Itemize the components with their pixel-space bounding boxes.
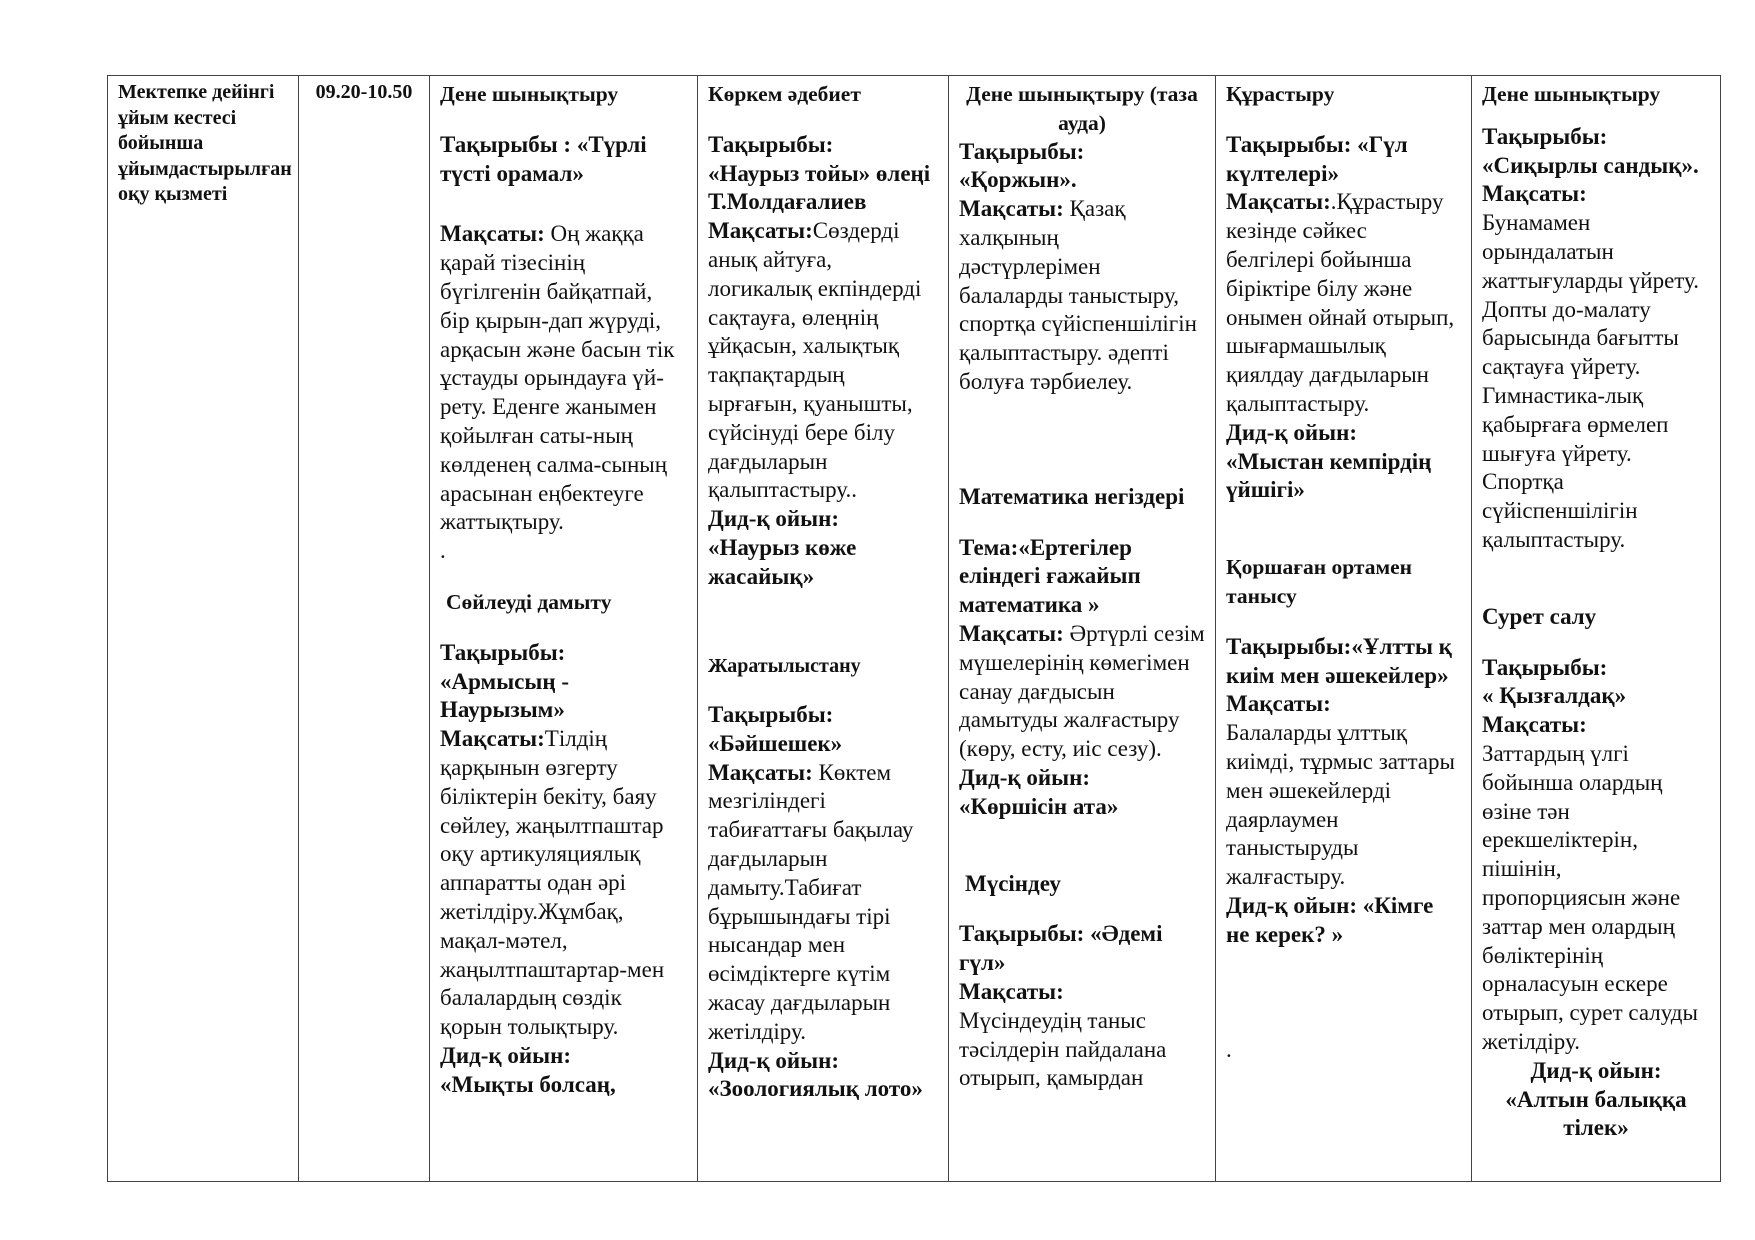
goal-label: Мақсаты:: [959, 196, 1064, 222]
game-value: «Мықты болсаң,: [440, 1071, 616, 1097]
goal-label: Мақсаты:: [959, 620, 1064, 646]
lesson-goal: [1226, 188, 1461, 418]
goal-label: Мақсаты:: [1482, 712, 1587, 738]
lesson-goal: [440, 725, 687, 1042]
game-label: Дид-қ ойын:: [440, 1042, 571, 1068]
goal-label: Мақсаты:: [440, 221, 545, 247]
lesson-goal: [708, 759, 938, 1047]
goal-label: Мақсаты:: [708, 218, 813, 244]
lesson-title: Сөйлеуді дамыту: [446, 589, 612, 614]
day-cell-5: [1472, 76, 1721, 1182]
lesson-title: Дене шынықтыру (таза ауда): [966, 82, 1198, 135]
time-cell: [299, 76, 430, 1182]
game-value: «Наурыз көже жасайық»: [708, 534, 857, 589]
table-row: [108, 76, 1721, 1182]
goal-text: Тілдің қарқынын өзгерту біліктерін бекіту, баяу сөйлеу, жаңылтпаштар оқу артикуляциялық аппаратты одан әрі жетілдіру.Жұмбақ, мақал-мәтел, жаңылтпаштартар-мен балалардың сөздік қорын толықтыру.: [440, 726, 665, 1040]
game-label: Дид-қ ойын:: [1530, 1057, 1662, 1083]
goal-text: Көктем мезгіліндегі табиғаттағы бақылау дағдыларын дамыту.Табиғат бұрышындағы тірі нысандар мен өсімдіктерге күтім жасау дағдыларын жетілдіру.: [708, 759, 914, 1044]
goal-label: Мақсаты:: [959, 978, 1064, 1004]
topic-label: Тақырыбы: [1226, 131, 1344, 157]
goal-label: Мақсаты:: [1226, 691, 1331, 717]
lesson-topic: Тақырыбы: «Әдемі гүл»: [959, 921, 1163, 976]
goal-text: Қазақ халқының дәстүрлерімен балаларды таныстыру, спортқа сүйіспеншілігін қалыптастыру. әдепті болуға тәрбиелеу.: [959, 196, 1197, 394]
topic-value: «Бәйшешек»: [708, 730, 843, 756]
game-label: Дид-қ ойын:: [708, 1047, 839, 1073]
goal-label: Мақсаты:: [1226, 189, 1331, 215]
lesson-title: Көркем әдебиет: [708, 82, 861, 106]
goal-text: .Құрастыру кезінде сәйкес белгілері бойынша біріктіре білу және онымен ойнай отырып, шығармашылық қиялдау дағдыларын қалыптастыру.: [1226, 189, 1455, 416]
goal-text: Заттардың үлгі бойынша олардың өзіне тән ерекшеліктерін, пішінін, пропорциясын және заттар мен олардың бөліктерінің орналасуын ескере отырып, сурет салуды жетілдіру.: [1482, 740, 1698, 1054]
goal-label: Мақсаты:: [708, 759, 813, 785]
goal-label: Мақсаты:: [1482, 181, 1587, 207]
topic-label: Тақырыбы:: [708, 131, 834, 157]
topic-value: « Қызғалдақ»: [1482, 683, 1627, 709]
goal-label: Мақсаты:: [440, 726, 545, 752]
goal-text: Оң жаққа қарай тізесінің бүгілгенін байқатпай, бір қырын-дап жүруді, арқасын және басын тік ұстауды орындауға үй-рету. Еденге жанымен қойылған саты-ның көлденең салма-сының арасынан еңбектеуге жаттықтыру.: [440, 221, 675, 535]
topic-value: «Сиқырлы сандық».: [1482, 152, 1699, 178]
dot-mark: .: [440, 538, 446, 564]
topic-label: Тақырыбы:: [1482, 123, 1608, 149]
lesson-title: Мүсіндеу: [965, 870, 1061, 896]
day-cell-3: [949, 76, 1216, 1182]
game-label: Дид-қ ойын:: [959, 764, 1090, 790]
lesson-goal: [959, 195, 1205, 397]
lesson-title: Қоршаған ортамен танысу: [1226, 555, 1413, 608]
day-cell-1: [430, 76, 698, 1182]
game-value: «Зоологиялық лото»: [708, 1076, 923, 1102]
lesson-title: Дене шынықтыру: [1482, 82, 1661, 106]
topic-value: «Наурыз тойы» өлеңі Т.Молдағалиев: [708, 160, 931, 215]
game-value: «Мыстан кемпірдің үйшігі»: [1226, 448, 1432, 503]
lesson-title: Жаратылыстану: [708, 654, 861, 677]
activity-type-cell: [108, 76, 299, 1182]
game-label: Дид-қ ойын:: [1226, 419, 1357, 445]
goal-text: Сөздерді анық айтуға, логикалық екпіндерді сақтауға, өлеңнің ұйқасын, халықтық тақпақтардың ырғағын, қуанышты, сүйсінуді бере білу дағдыларын қалыптастыру..: [708, 218, 922, 503]
game-label: Дид-қ ойын:: [708, 506, 839, 532]
topic-label: Тақырыбы:: [1482, 654, 1608, 680]
weekly-plan-table: [107, 75, 1721, 1182]
goal-text: Бунамамен орындалатын жаттығуларды үйрету. Допты до-малату барысында бағытты сақтауға үйрету. Гимнастика-лық қабырғаға өрмелеп шығуға үйрету. Спортқа сүйіспеншілігін қалыптастыру.: [1482, 210, 1699, 552]
dot-mark: .: [1226, 1036, 1232, 1062]
goal-text: Мүсіндеудің таныс тәсілдерін пайдалана отырып, қамырдан: [959, 1007, 1167, 1091]
lesson-goal: [440, 220, 687, 537]
topic-label: Тақырыбы:: [440, 639, 566, 665]
topic-value: «Армысың - Наурызым»: [440, 668, 570, 723]
lesson-topic: Тақырыбы : «Түрлі түсті орамал»: [440, 131, 647, 186]
lesson-title: Математика негіздері: [959, 483, 1185, 509]
topic-value: «Қоржын».: [959, 167, 1077, 193]
lesson-title: Дене шынықтыру: [440, 82, 619, 106]
lesson-title: Құрастыру: [1226, 82, 1335, 106]
schedule-sheet: [107, 75, 1720, 1182]
goal-text: Балаларды ұлттық киімді, тұрмыс заттары мен әшекейлерді даярлаумен таныстыруды жалғастыру.: [1226, 720, 1455, 890]
lesson-topic: [1226, 131, 1461, 189]
game-value: «Алтын балыққа тілек»: [1505, 1086, 1687, 1141]
game-value: «Көршісін ата»: [959, 793, 1119, 819]
day-cell-2: [698, 76, 949, 1182]
time-range: 09.20-10.50: [315, 81, 413, 103]
lesson-game: Дид-қ ойын: «Кімге не керек? »: [1226, 892, 1434, 947]
topic-label: Тақырыбы:: [959, 138, 1085, 164]
activity-type-label: Мектепке дейінгі ұйым кестесі бойынша ұйымдастырылған оқу қызметі: [118, 81, 292, 205]
day-cell-4: [1216, 76, 1472, 1182]
lesson-topic: Тема:«Ертегілер еліндегі ғажайып математика »: [959, 534, 1141, 618]
lesson-goal: [708, 217, 938, 505]
lesson-title: Сурет салу: [1482, 603, 1597, 629]
lesson-topic: Тақырыбы:«Ұлтты қ киім мен әшекейлер»: [1226, 633, 1452, 688]
topic-value: : «Гүл күлтелері»: [1226, 131, 1408, 186]
lesson-goal: [959, 620, 1205, 764]
goal-text: Әртүрлі сезім мүшелерінің көмегімен санау дағдысын дамытуды жалғастыру (көру, есту, иіс сезу).: [959, 620, 1205, 762]
topic-label: Тақырыбы:: [708, 702, 834, 728]
